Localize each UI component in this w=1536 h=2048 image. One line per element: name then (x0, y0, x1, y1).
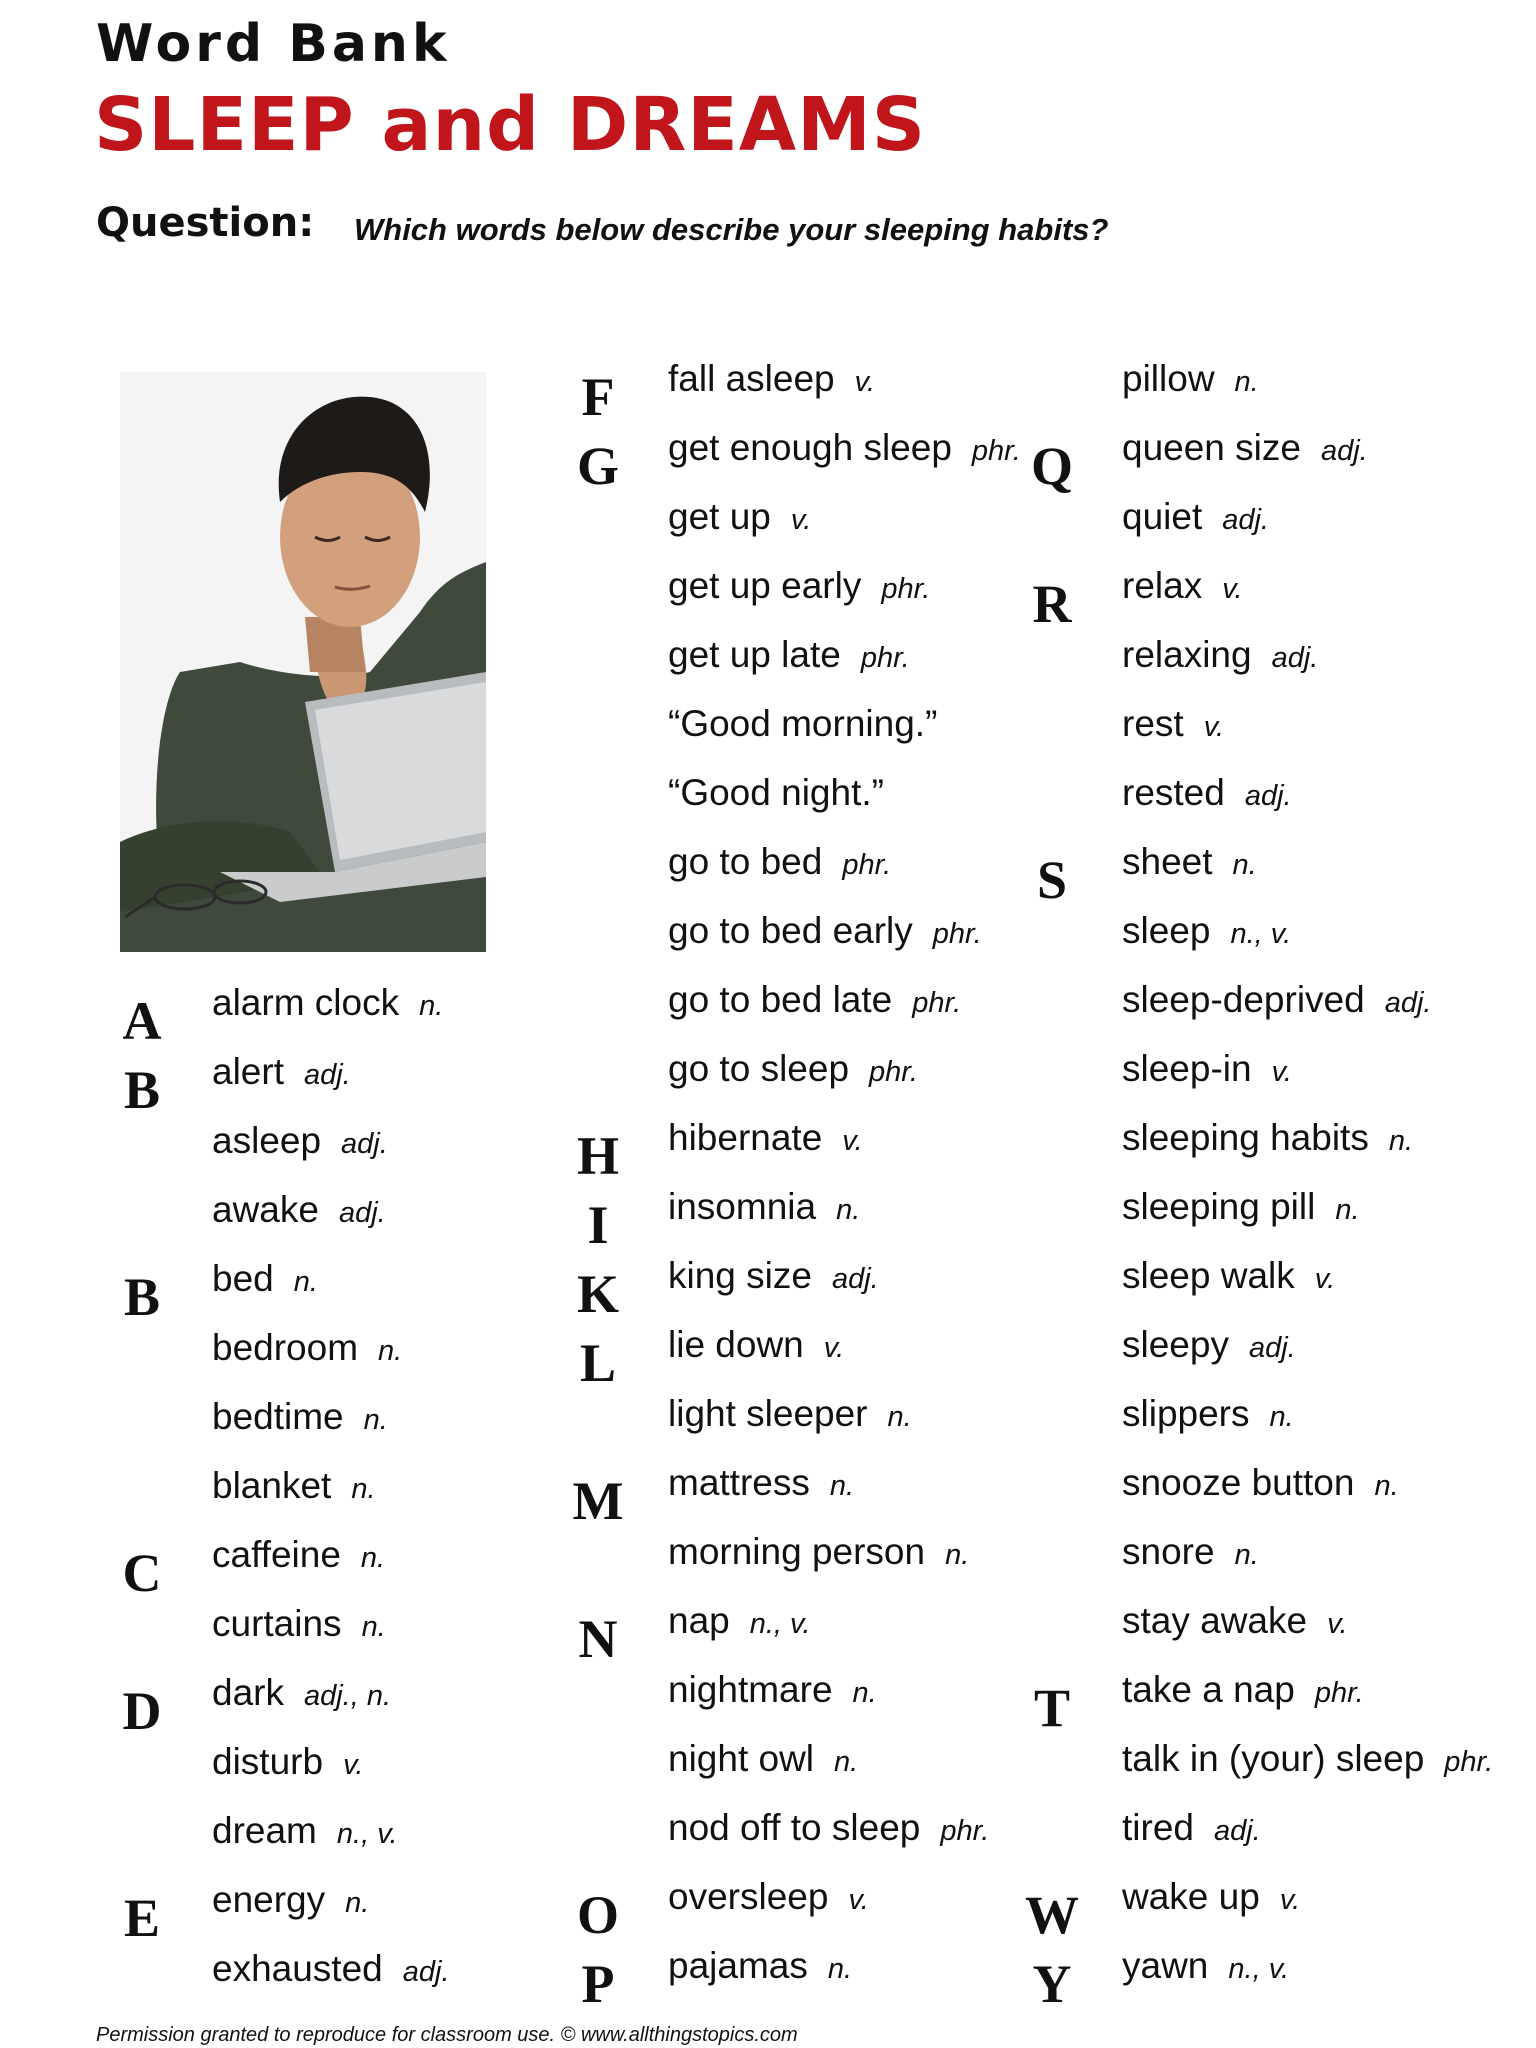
part-of-speech: n., v. (336, 1818, 398, 1850)
part-of-speech: n. (887, 1401, 912, 1433)
word-text (1122, 1255, 1335, 1297)
word-entry (568, 1669, 1048, 1738)
word-entry (568, 496, 1048, 565)
word-text (1122, 1531, 1259, 1573)
part-of-speech: n. (360, 1542, 386, 1574)
word-entry (112, 1258, 592, 1327)
index-letter: W (1025, 1885, 1079, 1945)
word-entry (1022, 565, 1502, 634)
part-of-speech: n., v. (1230, 918, 1292, 950)
word: sleep-in (1122, 1048, 1252, 1089)
word-text (212, 1741, 363, 1783)
word-text (1122, 1048, 1292, 1090)
word: nod off to sleep (668, 1807, 921, 1848)
word: sleep-deprived (1122, 979, 1365, 1020)
word-text (1122, 1600, 1348, 1642)
word-entry (112, 1741, 592, 1810)
word-text (212, 1189, 386, 1231)
sleepy-man-photo (120, 372, 486, 952)
word-entry (1022, 358, 1502, 427)
word-entry (112, 1672, 592, 1741)
index-letter: H (576, 1126, 619, 1186)
word: talk in (your) sleep (1122, 1738, 1425, 1779)
word: morning person (668, 1531, 926, 1572)
word-entry (568, 1807, 1048, 1876)
word-text (668, 427, 1021, 469)
word: go to sleep (668, 1048, 850, 1089)
word-text (1122, 634, 1318, 676)
word: sleep walk (1122, 1255, 1295, 1296)
part-of-speech: adj. (341, 1128, 388, 1160)
word-entry (1022, 910, 1502, 979)
word-entry (568, 427, 1048, 496)
word-text (212, 1534, 385, 1576)
index-letter: T (1033, 1678, 1071, 1738)
word-text (1122, 841, 1257, 883)
index-letter: O (576, 1885, 619, 1945)
word: sleeping pill (1122, 1186, 1316, 1227)
word-entry (568, 703, 1048, 772)
part-of-speech: phr. (881, 573, 931, 605)
word-text (1122, 1876, 1300, 1918)
word-entry (112, 1396, 592, 1465)
word-text (668, 703, 957, 745)
word-text (668, 841, 891, 883)
footer-credit: Permission granted to reproduce for classroom use. © www.allthingstopics.com (96, 2024, 798, 2046)
word: “Good night.” (668, 772, 884, 813)
word-entry (1022, 634, 1502, 703)
part-of-speech: phr. (869, 1056, 918, 1088)
word-entry (1022, 1186, 1502, 1255)
part-of-speech: n. (361, 1611, 386, 1643)
word-text (668, 910, 982, 952)
word-entry (568, 1255, 1048, 1324)
word: wake up (1122, 1876, 1260, 1917)
word-text (668, 1393, 912, 1435)
word-text (668, 1876, 869, 1918)
index-letter: C (122, 1543, 162, 1603)
word: tired (1122, 1807, 1194, 1848)
part-of-speech: v. (790, 504, 812, 536)
word: get enough sleep (668, 427, 952, 468)
word-text (212, 1327, 402, 1369)
word-entry (568, 565, 1048, 634)
part-of-speech: adj. (1384, 987, 1432, 1019)
word-text (668, 565, 930, 607)
word-text (212, 1879, 369, 1921)
word: awake (212, 1189, 319, 1230)
part-of-speech: phr. (842, 849, 892, 881)
word: relaxing (1122, 634, 1252, 675)
word-entry (568, 1393, 1048, 1462)
word-entry (112, 1051, 592, 1120)
word-text (1122, 1117, 1413, 1159)
word-text (668, 1807, 989, 1849)
word-entry (1022, 1876, 1502, 1945)
part-of-speech: v. (1203, 711, 1225, 743)
word: bedtime (212, 1396, 344, 1437)
word-entry (1022, 1117, 1502, 1186)
part-of-speech: adj. (1213, 1815, 1261, 1847)
index-letter: N (578, 1609, 618, 1669)
part-of-speech: n. (1388, 1125, 1414, 1157)
word-text (668, 1669, 877, 1711)
word-entry (1022, 1393, 1502, 1462)
word-text (668, 1600, 810, 1642)
part-of-speech: v. (823, 1332, 845, 1364)
word-entry (568, 1186, 1048, 1255)
word-text (668, 1255, 879, 1297)
word-text (668, 634, 910, 676)
part-of-speech: n. (852, 1677, 877, 1709)
word-entry (568, 1324, 1048, 1393)
word-entry (112, 1327, 592, 1396)
word-entry (1022, 979, 1502, 1048)
word-text (1122, 1738, 1493, 1780)
word-text (212, 982, 443, 1024)
part-of-speech: n. (378, 1335, 403, 1367)
word-text (212, 1396, 388, 1438)
word-entry (568, 358, 1048, 427)
word-text (668, 772, 904, 814)
word: fall asleep (668, 358, 835, 399)
word-text (1122, 565, 1243, 607)
word-entry (112, 1603, 592, 1672)
index-letter: R (1032, 574, 1072, 634)
word-text (1122, 1393, 1294, 1435)
part-of-speech: adj. (1222, 504, 1269, 536)
part-of-speech: n. (1335, 1194, 1360, 1226)
word-entry (1022, 1324, 1502, 1393)
part-of-speech: adj. (303, 1059, 351, 1091)
word: asleep (212, 1120, 322, 1161)
part-of-speech: n. (419, 990, 444, 1022)
index-letter: Q (1030, 436, 1073, 496)
word: sheet (1122, 841, 1213, 882)
word-text (1122, 772, 1292, 814)
word-text (212, 1120, 388, 1162)
part-of-speech: n. (1234, 1539, 1259, 1571)
word-text (212, 1603, 386, 1645)
word-text (1122, 910, 1291, 952)
word: nap (668, 1600, 730, 1641)
word: curtains (212, 1603, 342, 1644)
part-of-speech: n. (834, 1746, 859, 1778)
word-bank-kicker: Word Bank (96, 14, 451, 74)
word-text (668, 1462, 854, 1504)
word-text (668, 1117, 863, 1159)
word: blanket (212, 1465, 332, 1506)
word-text (212, 1810, 398, 1852)
word-text (1122, 1462, 1399, 1504)
word-entry (112, 1948, 592, 2017)
word-entry (568, 1945, 1048, 2014)
word: yawn (1122, 1945, 1209, 1986)
word: sleep (1122, 910, 1211, 951)
word: alert (212, 1051, 284, 1092)
word: queen size (1122, 427, 1301, 468)
part-of-speech: n. (345, 1887, 370, 1919)
word: get up (668, 496, 771, 537)
index-letter: P (581, 1954, 615, 2014)
word: dark (212, 1672, 284, 1713)
word-entry (1022, 1600, 1502, 1669)
word-entry (568, 1738, 1048, 1807)
word-text (212, 1465, 376, 1507)
word-entry (1022, 841, 1502, 910)
word-entry (568, 1600, 1048, 1669)
word-text (668, 1945, 852, 1987)
word-entry (568, 1876, 1048, 1945)
part-of-speech: n. (351, 1473, 376, 1505)
word: mattress (668, 1462, 810, 1503)
part-of-speech: phr. (971, 435, 1021, 467)
word: relax (1122, 565, 1203, 606)
index-letter: Y (1032, 1954, 1072, 2014)
word-text (212, 1051, 351, 1093)
word-entry (568, 1462, 1048, 1531)
index-letter: I (587, 1195, 609, 1255)
word-entry (1022, 1048, 1502, 1117)
part-of-speech: n. (1232, 849, 1257, 881)
word-entry (1022, 1462, 1502, 1531)
word: pillow (1122, 358, 1215, 399)
word: insomnia (668, 1186, 817, 1227)
part-of-speech: n. (293, 1266, 318, 1298)
word: get up early (668, 565, 862, 606)
word-text (668, 1738, 858, 1780)
part-of-speech: n. (945, 1539, 970, 1571)
part-of-speech: adj. (1248, 1332, 1296, 1364)
word-entry (1022, 1255, 1502, 1324)
word-text (668, 358, 875, 400)
word-text (668, 1324, 844, 1366)
part-of-speech: n. (363, 1404, 388, 1436)
question-label: Question: (96, 200, 315, 246)
index-letter: M (572, 1471, 624, 1531)
word: snore (1122, 1531, 1215, 1572)
word-text (1122, 358, 1259, 400)
word: lie down (668, 1324, 804, 1365)
word-text (668, 1048, 918, 1090)
word: night owl (668, 1738, 815, 1779)
word: hibernate (668, 1117, 823, 1158)
word: snooze button (1122, 1462, 1355, 1503)
question-text: Which words below describe your sleeping habits? (354, 212, 1109, 247)
word-entry (1022, 772, 1502, 841)
word-text (1122, 1324, 1296, 1366)
word: king size (668, 1255, 812, 1296)
part-of-speech: v. (848, 1884, 869, 1916)
word-entry (568, 1531, 1048, 1600)
part-of-speech: adj. (1244, 780, 1292, 812)
part-of-speech: n. (836, 1194, 861, 1226)
word: stay awake (1122, 1600, 1308, 1641)
index-letter: L (579, 1333, 617, 1393)
word-entry (112, 1810, 592, 1879)
word-entry (568, 979, 1048, 1048)
part-of-speech: phr. (1314, 1677, 1364, 1709)
word-entry (112, 1465, 592, 1534)
word-text (1122, 1945, 1289, 1987)
word-entry (1022, 1531, 1502, 1600)
part-of-speech: n., v. (1228, 1953, 1290, 1985)
word-entry (1022, 1945, 1502, 2014)
word: exhausted (212, 1948, 383, 1989)
part-of-speech: adj. (1320, 435, 1368, 467)
part-of-speech: adj. (338, 1197, 386, 1229)
word-text (668, 979, 961, 1021)
word-entry (112, 1120, 592, 1189)
index-letter: A (122, 991, 162, 1051)
word: sleeping habits (1122, 1117, 1369, 1158)
part-of-speech: v. (1279, 1884, 1301, 1916)
word-text (1122, 703, 1224, 745)
word-entry (1022, 1669, 1502, 1738)
word: slippers (1122, 1393, 1250, 1434)
word-entry (568, 1117, 1048, 1186)
part-of-speech: adj. (402, 1956, 450, 1988)
word: pajamas (668, 1945, 808, 1986)
word: bed (212, 1258, 274, 1299)
index-letter: G (576, 436, 619, 496)
word-text (212, 1948, 450, 1990)
part-of-speech: n., v. (749, 1608, 811, 1640)
part-of-speech: v. (1222, 573, 1243, 605)
word-entry (112, 982, 592, 1051)
word-text (668, 496, 811, 538)
word: nightmare (668, 1669, 833, 1710)
word-text (212, 1258, 318, 1300)
part-of-speech: v. (842, 1125, 863, 1157)
word-entry (568, 1048, 1048, 1117)
part-of-speech: phr. (860, 642, 910, 674)
word: get up late (668, 634, 841, 675)
part-of-speech: v. (1327, 1608, 1348, 1640)
word-entry (1022, 496, 1502, 565)
word-text (1122, 496, 1269, 538)
part-of-speech: adj., n. (303, 1680, 392, 1712)
word: light sleeper (668, 1393, 868, 1434)
part-of-speech: phr. (1444, 1746, 1494, 1778)
word-entry (568, 772, 1048, 841)
word: sleepy (1122, 1324, 1229, 1365)
word: take a nap (1122, 1669, 1295, 1710)
word-text (1122, 1669, 1364, 1711)
index-letter: B (123, 1267, 161, 1327)
index-letter: K (576, 1264, 619, 1324)
page-title: SLEEP and DREAMS (94, 82, 927, 168)
word: caffeine (212, 1534, 341, 1575)
word-entry (1022, 427, 1502, 496)
index-letter: D (122, 1681, 162, 1741)
word-entry (112, 1879, 592, 1948)
word-text (1122, 1807, 1261, 1849)
word-entry (1022, 703, 1502, 772)
word-entry (568, 841, 1048, 910)
word: rested (1122, 772, 1225, 813)
index-letter: B (123, 1060, 161, 1120)
index-letter: E (123, 1888, 161, 1948)
part-of-speech: n. (829, 1470, 855, 1502)
index-letter: S (1036, 850, 1068, 910)
part-of-speech: v. (1271, 1056, 1292, 1088)
part-of-speech: phr. (912, 987, 962, 1019)
part-of-speech: v. (854, 366, 876, 398)
word-entry (1022, 1807, 1502, 1876)
part-of-speech: n. (1374, 1470, 1399, 1502)
part-of-speech: phr. (940, 1815, 990, 1847)
word: disturb (212, 1741, 324, 1782)
word-entry (1022, 1738, 1502, 1807)
part-of-speech: n. (1234, 366, 1259, 398)
part-of-speech: adj. (831, 1263, 879, 1295)
word-entry (568, 634, 1048, 703)
word: dream (212, 1810, 317, 1851)
word: go to bed late (668, 979, 893, 1020)
index-letter: F (581, 367, 615, 427)
word: go to bed early (668, 910, 913, 951)
word-entry (112, 1534, 592, 1603)
word-text (212, 1672, 391, 1714)
word: “Good morning.” (668, 703, 938, 744)
part-of-speech: n. (1269, 1401, 1294, 1433)
word: bedroom (212, 1327, 359, 1368)
word-text (1122, 1186, 1360, 1228)
sleepy-man-illustration (120, 372, 486, 952)
word: alarm clock (212, 982, 400, 1023)
word: quiet (1122, 496, 1203, 537)
part-of-speech: phr. (932, 918, 982, 950)
word: energy (212, 1879, 326, 1920)
part-of-speech: adj. (1271, 642, 1319, 674)
part-of-speech: v. (343, 1749, 364, 1781)
word: rest (1122, 703, 1184, 744)
word-text (1122, 979, 1431, 1021)
part-of-speech: v. (1314, 1263, 1336, 1295)
word-entry (568, 910, 1048, 979)
word-entry (112, 1189, 592, 1258)
word: go to bed (668, 841, 823, 882)
word-text (1122, 427, 1368, 469)
word-text (668, 1186, 860, 1228)
part-of-speech: n. (827, 1953, 853, 1985)
word: oversleep (668, 1876, 829, 1917)
word-text (668, 1531, 969, 1573)
